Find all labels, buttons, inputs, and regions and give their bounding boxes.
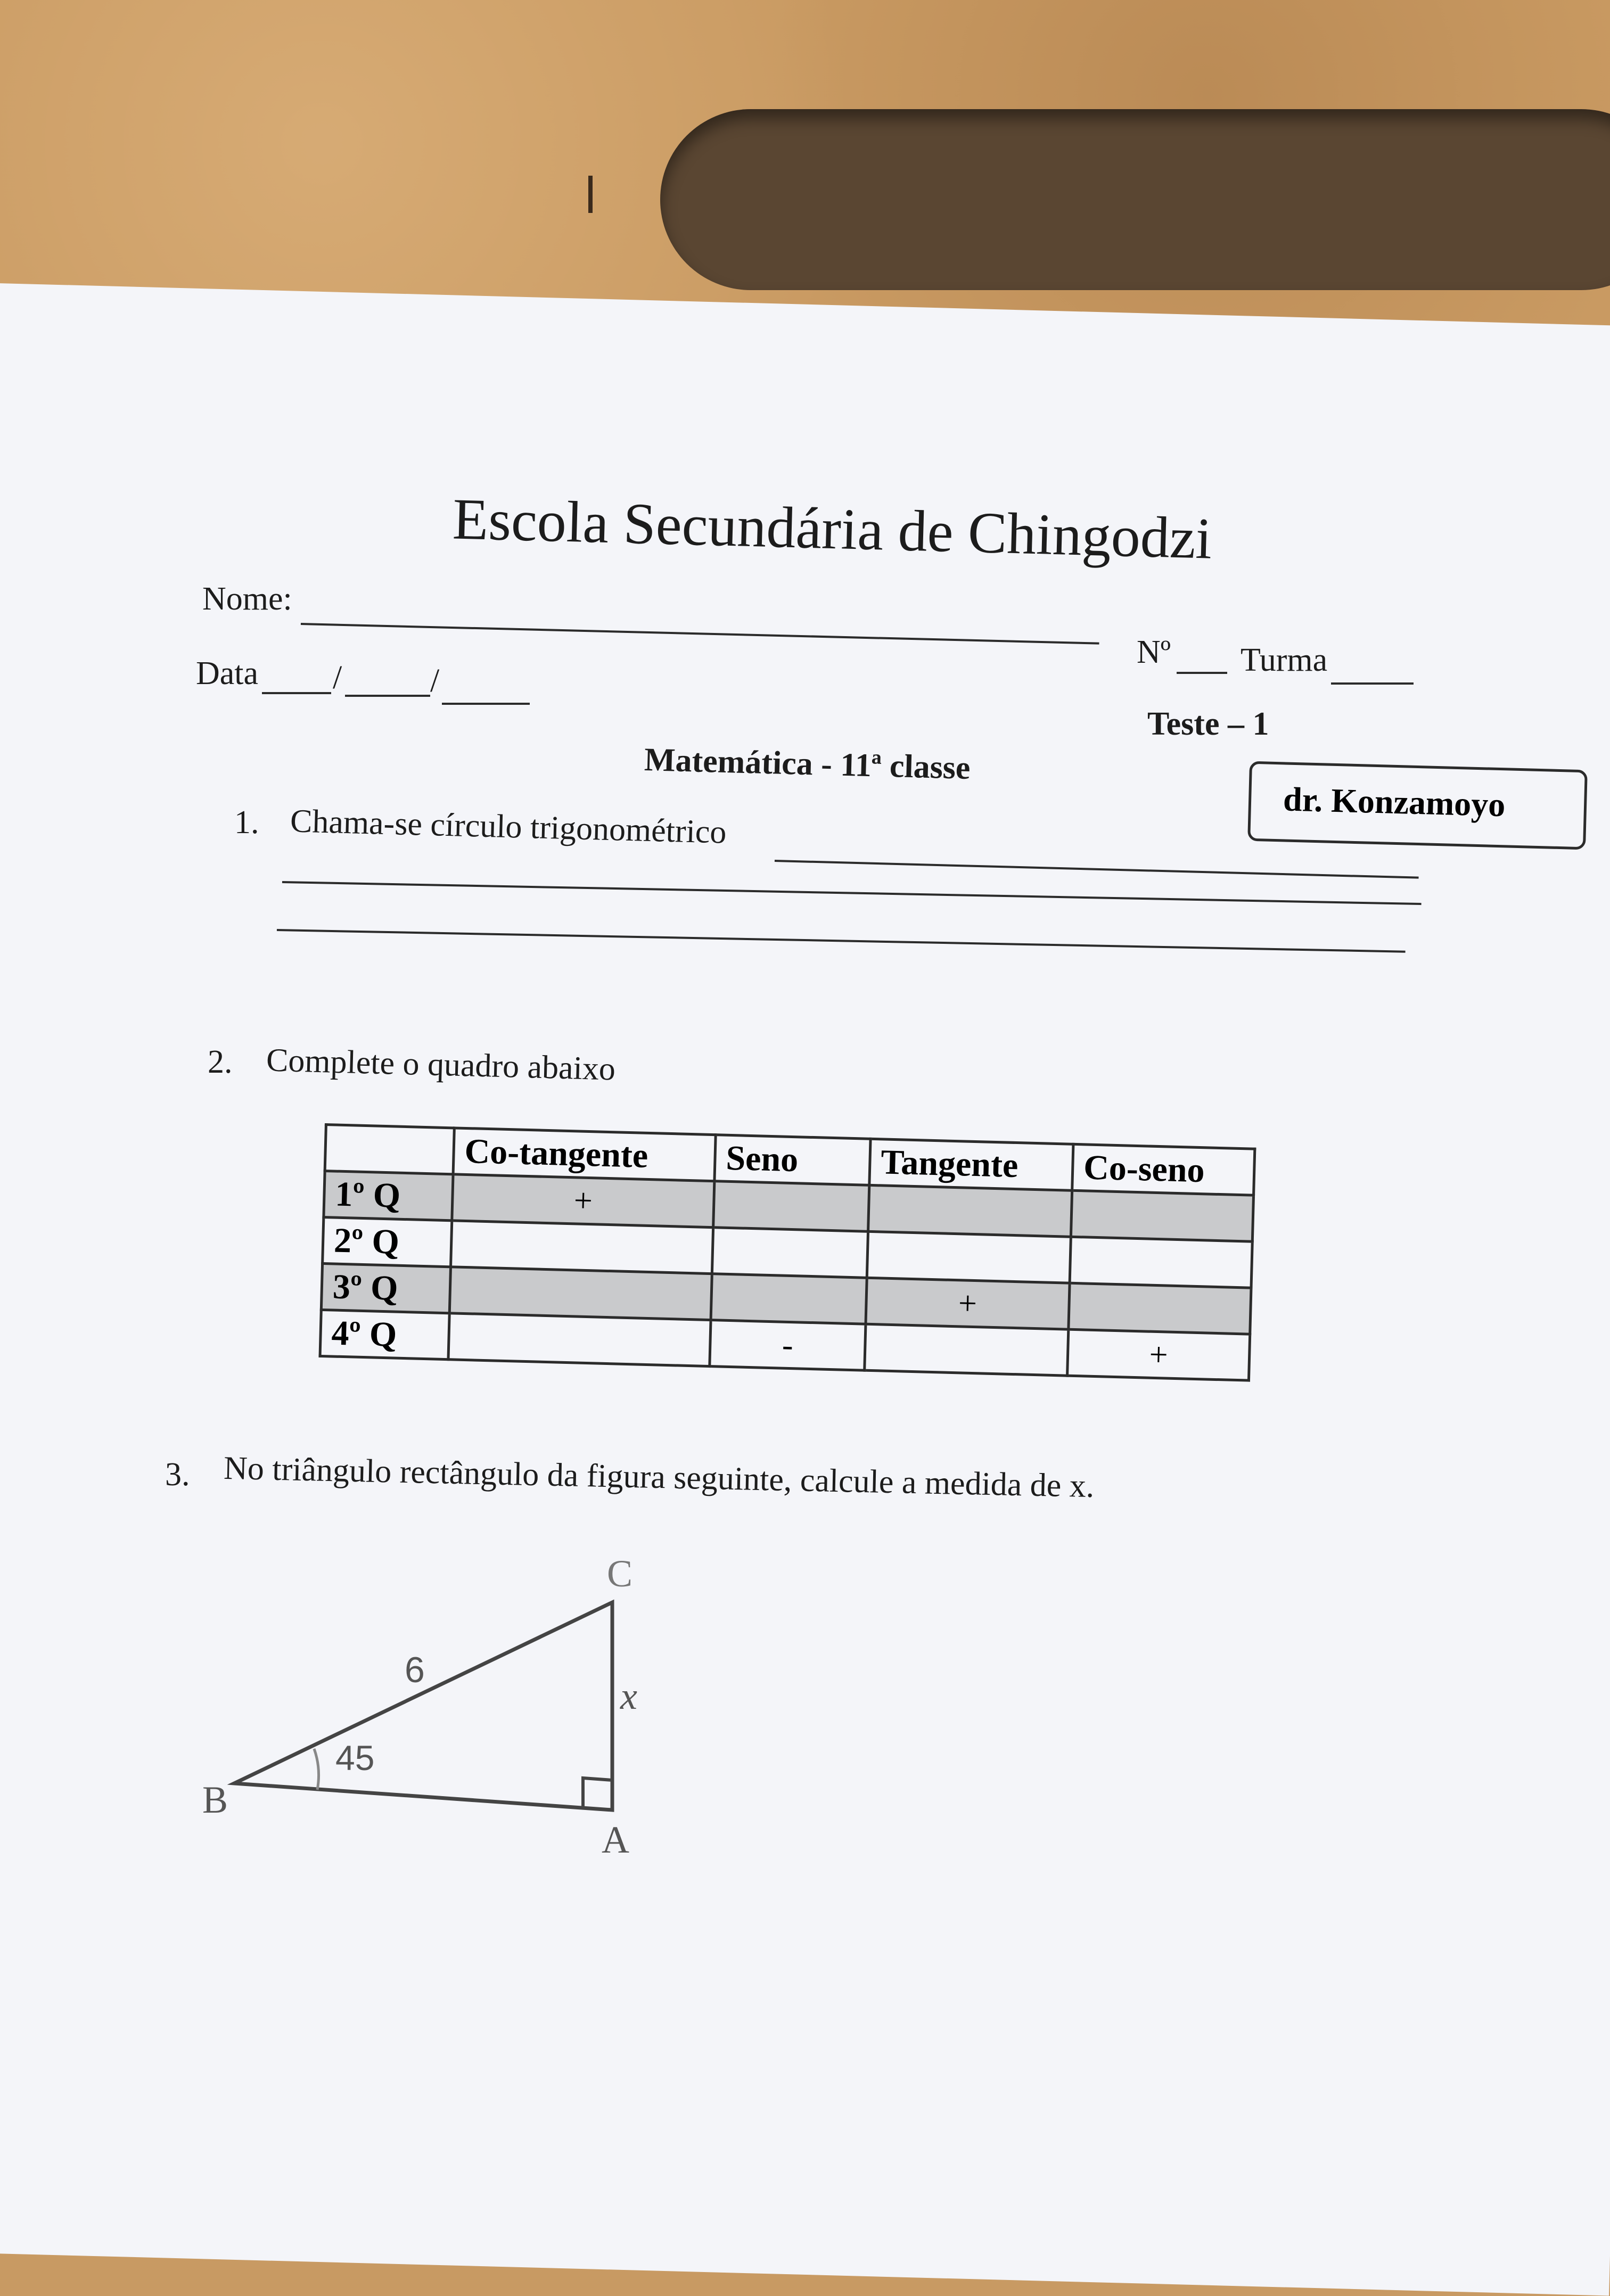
table-cell[interactable] (1071, 1190, 1253, 1241)
right-angle-mark (583, 1778, 612, 1808)
q3-number: 3. (165, 1456, 190, 1493)
table-header-cell: Seno (714, 1135, 870, 1186)
subject-title: Matemática - 11ª classe (644, 741, 971, 787)
teacher-name: dr. Konzamoyo (1283, 780, 1506, 824)
table-header-cell: Co-seno (1072, 1144, 1255, 1195)
side-x-label: x (620, 1675, 637, 1717)
turma-line (1331, 682, 1414, 685)
table-cell[interactable] (451, 1221, 713, 1274)
vertex-c-label: C (607, 1560, 633, 1595)
q3-text: No triângulo rectângulo da figura seguinte, calcule a medida de x. (223, 1450, 1095, 1505)
table-row-label: 2º Q (323, 1217, 452, 1267)
data-label: Data (196, 655, 259, 692)
vertex-a-label: A (602, 1818, 629, 1858)
quadrant-table-wrapper (318, 1123, 1256, 1382)
quadrant-sign-table (318, 1123, 1256, 1382)
table-header-cell: Tangente (869, 1139, 1073, 1190)
table-cell[interactable]: - (710, 1320, 866, 1371)
table-cell[interactable] (1070, 1237, 1252, 1288)
right-triangle-figure (192, 1560, 671, 1858)
table-cell[interactable] (712, 1228, 868, 1278)
table-header-cell (325, 1125, 454, 1174)
table-cell[interactable] (713, 1181, 869, 1232)
table-cell[interactable] (865, 1324, 1069, 1376)
q2-text: Complete o quadro abaixo (266, 1042, 616, 1088)
table-cell[interactable] (711, 1274, 867, 1324)
table-cell[interactable]: + (452, 1174, 714, 1228)
table-row-label: 3º Q (321, 1263, 450, 1313)
table-cell[interactable]: + (1067, 1329, 1250, 1380)
q1-number: 1. (234, 804, 259, 841)
q1-answer-line-2 (282, 881, 1422, 905)
test-label: Teste – 1 (1147, 706, 1269, 742)
triangle-shape (234, 1602, 612, 1810)
q1-answer-line-1 (775, 860, 1419, 879)
turma-label: Turma (1241, 642, 1328, 678)
table-row-label: 1º Q (324, 1171, 453, 1221)
q1-text: Chama-se círculo trigonométrico (290, 803, 727, 851)
date-separator-2: / (430, 663, 440, 699)
school-title: Escola Secundária de Chingodzi (451, 486, 1213, 571)
nome-label: Nome: (202, 581, 292, 617)
numero-label: Nº (1137, 634, 1171, 670)
data-year-line (442, 703, 530, 705)
nome-line (301, 623, 1099, 645)
angle-label: 45 (335, 1738, 375, 1777)
table-cell[interactable] (1069, 1283, 1251, 1334)
vertex-b-label: B (202, 1779, 228, 1821)
hypotenuse-label: 6 (405, 1650, 425, 1690)
angle-arc (314, 1749, 318, 1790)
table-header-cell: Co-tangente (453, 1128, 716, 1181)
numero-line (1177, 672, 1227, 674)
data-day-line (262, 692, 331, 694)
table-cell[interactable] (867, 1231, 1071, 1283)
data-month-line (345, 695, 430, 697)
table-cell[interactable] (449, 1267, 712, 1320)
table-cell[interactable] (448, 1313, 711, 1367)
q1-answer-line-3 (277, 929, 1406, 953)
q2-number: 2. (208, 1044, 233, 1080)
teacher-box (1247, 761, 1588, 850)
table-row-label: 4º Q (320, 1310, 449, 1359)
table-cell[interactable]: + (866, 1278, 1070, 1329)
table-cell[interactable] (868, 1185, 1072, 1237)
date-separator-1: / (333, 660, 342, 696)
